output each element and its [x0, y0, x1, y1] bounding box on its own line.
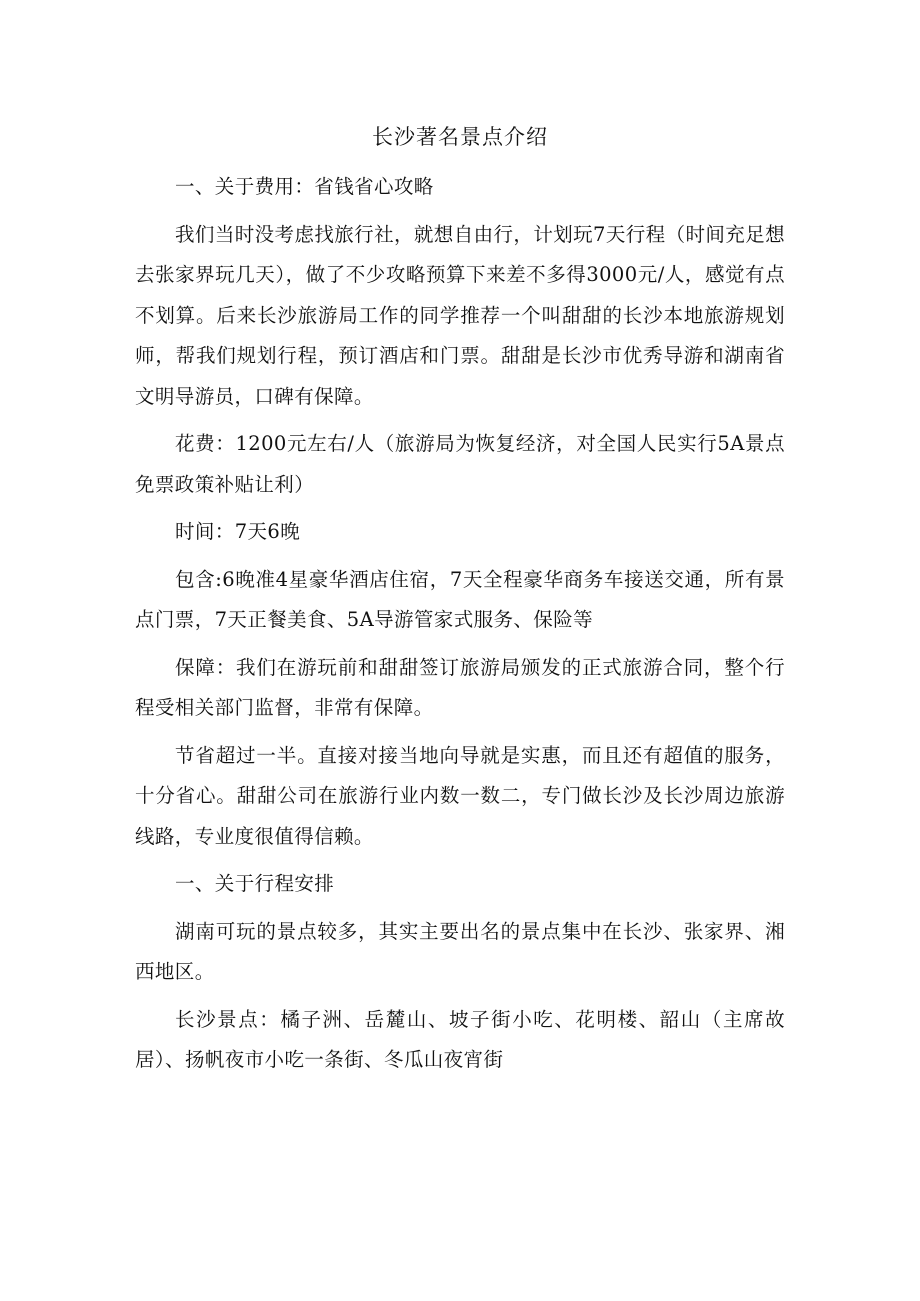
- section-heading-cost: 一、关于费用：省钱省心攻略: [175, 175, 434, 198]
- paragraph-intro: 我们当时没考虑找旅行社，就想自由行，计划玩7天行程（时间充足想去张家界玩几天），做了不少攻略预算下来差不多得3000元/人，感觉有点不划算。后来长沙旅游局工作的同学推荐一个叫甜甜的长沙本地旅游规划师，帮我们规划行程，预订酒店和门票。甜甜是长沙市优秀导游和湖南省文明导游员，口碑有保障。: [135, 222, 785, 408]
- paragraph-savings: 节省超过一半。直接对接当地向导就是实惠，而且还有超值的服务，十分省心。甜甜公司在旅游行业内数一数二，专门做长沙及长沙周边旅游线路，专业度很值得信赖。: [135, 743, 785, 848]
- section-heading-itinerary: 一、关于行程安排: [175, 872, 335, 895]
- paragraph-changsha-spots: 长沙景点：橘子洲、岳麓山、坡子街小吃、花明楼、韶山（主席故居）、扬帆夜市小吃一条街、冬瓜山夜宵街: [135, 1007, 785, 1071]
- paragraph-time: 时间：7天6晚: [175, 520, 301, 543]
- document-title: 长沙著名景点介绍: [372, 125, 548, 149]
- paragraph-cost: 花费：1200元左右/人（旅游局为恢复经济，对全国人民实行5A景点免票政策补贴让利）: [135, 432, 785, 496]
- document-body: [135, 167, 785, 1088]
- paragraph-included: 包含:6晚准4星豪华酒店住宿，7天全程豪华商务车接送交通，所有景点门票，7天正餐美食、5A导游管家式服务、保险等: [135, 567, 785, 631]
- paragraph-hunan-areas: 湖南可玩的景点较多，其实主要出名的景点集中在长沙、张家界、湘西地区。: [135, 919, 785, 983]
- paragraph-guarantee: 保障：我们在游玩前和甜甜签订旅游局颁发的正式旅游合同，整个行程受相关部门监督，非常有保障。: [135, 655, 785, 719]
